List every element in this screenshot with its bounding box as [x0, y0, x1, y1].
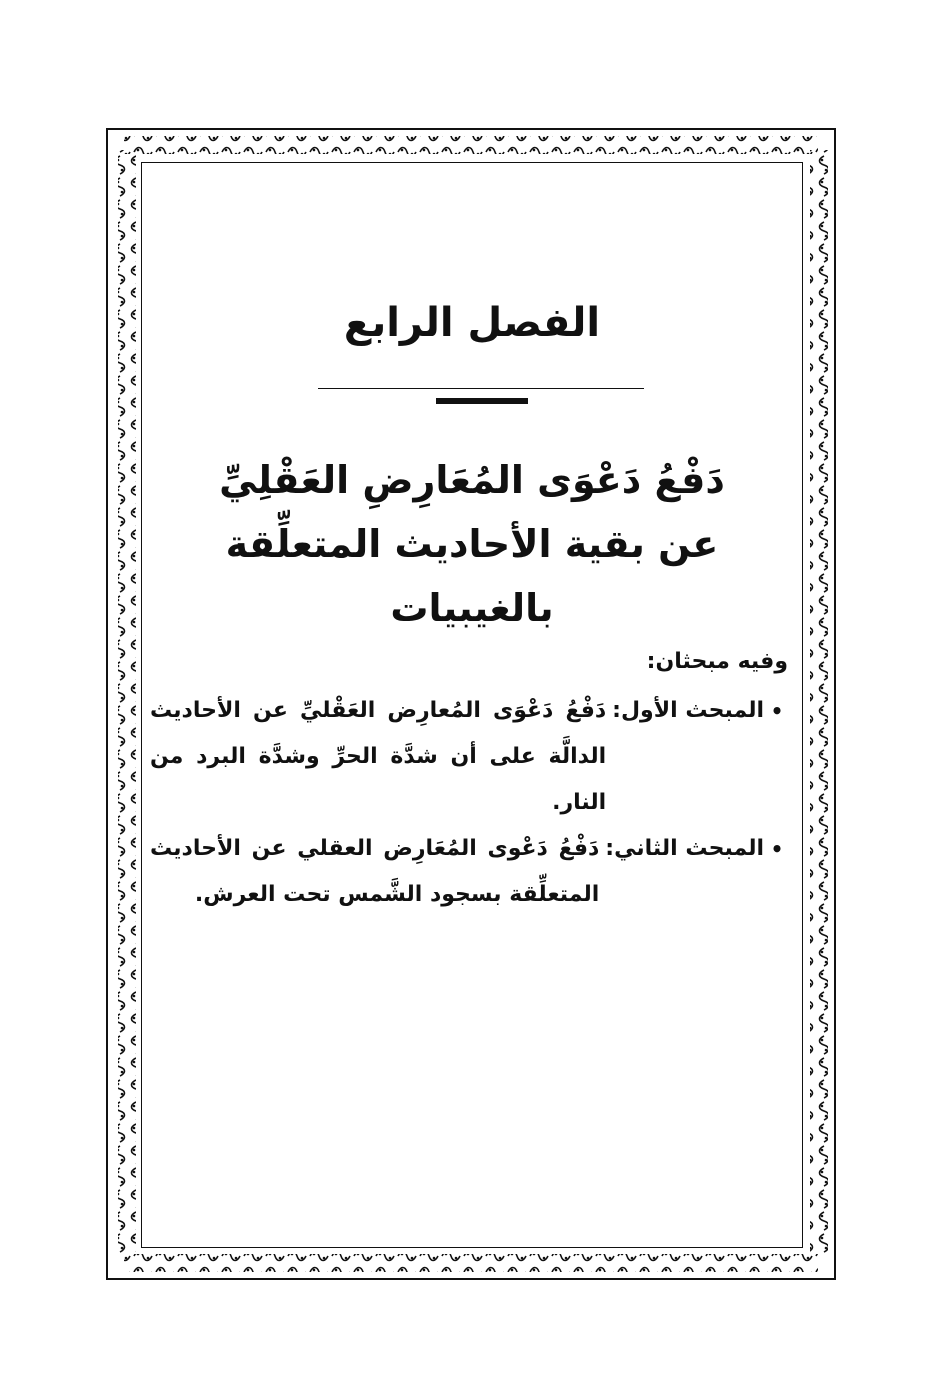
main-heading-line-2: عن بقية الأحاديث المتعلِّقة بالغيبيات — [225, 522, 719, 630]
section-2-label: المبحث الثاني: — [605, 836, 764, 861]
divider-thin — [318, 388, 644, 389]
chapter-title: الفصل الرابع — [343, 300, 601, 346]
section-item-1 — [150, 688, 790, 826]
main-heading — [141, 448, 803, 640]
sections-intro: وفيه مبحثان: — [646, 649, 788, 674]
chapter-contents — [150, 640, 790, 918]
section-1-label: المبحث الأول: — [612, 698, 764, 723]
section-item-2 — [150, 826, 790, 918]
bullet-icon: • — [770, 699, 784, 723]
section-1-text: دَفْعُ دَعْوَى المُعارِض العَقْليِّ عن الأحاديث الدالَّة على أن شدَّة الحرِّ وشدَّة البرد من النار. — [150, 698, 607, 815]
main-heading-line-1: دَفْعُ دَعْوَى المُعَارِضِ العَقْلِيِّ — [219, 458, 725, 502]
section-2-text: دَفْعُ دَعْوى المُعَارِض العقلي عن الأحاديث المتعلِّقة بسجود الشَّمس تحت العرش. — [150, 836, 600, 907]
divider-thick — [436, 398, 528, 404]
bullet-icon: • — [770, 837, 784, 861]
